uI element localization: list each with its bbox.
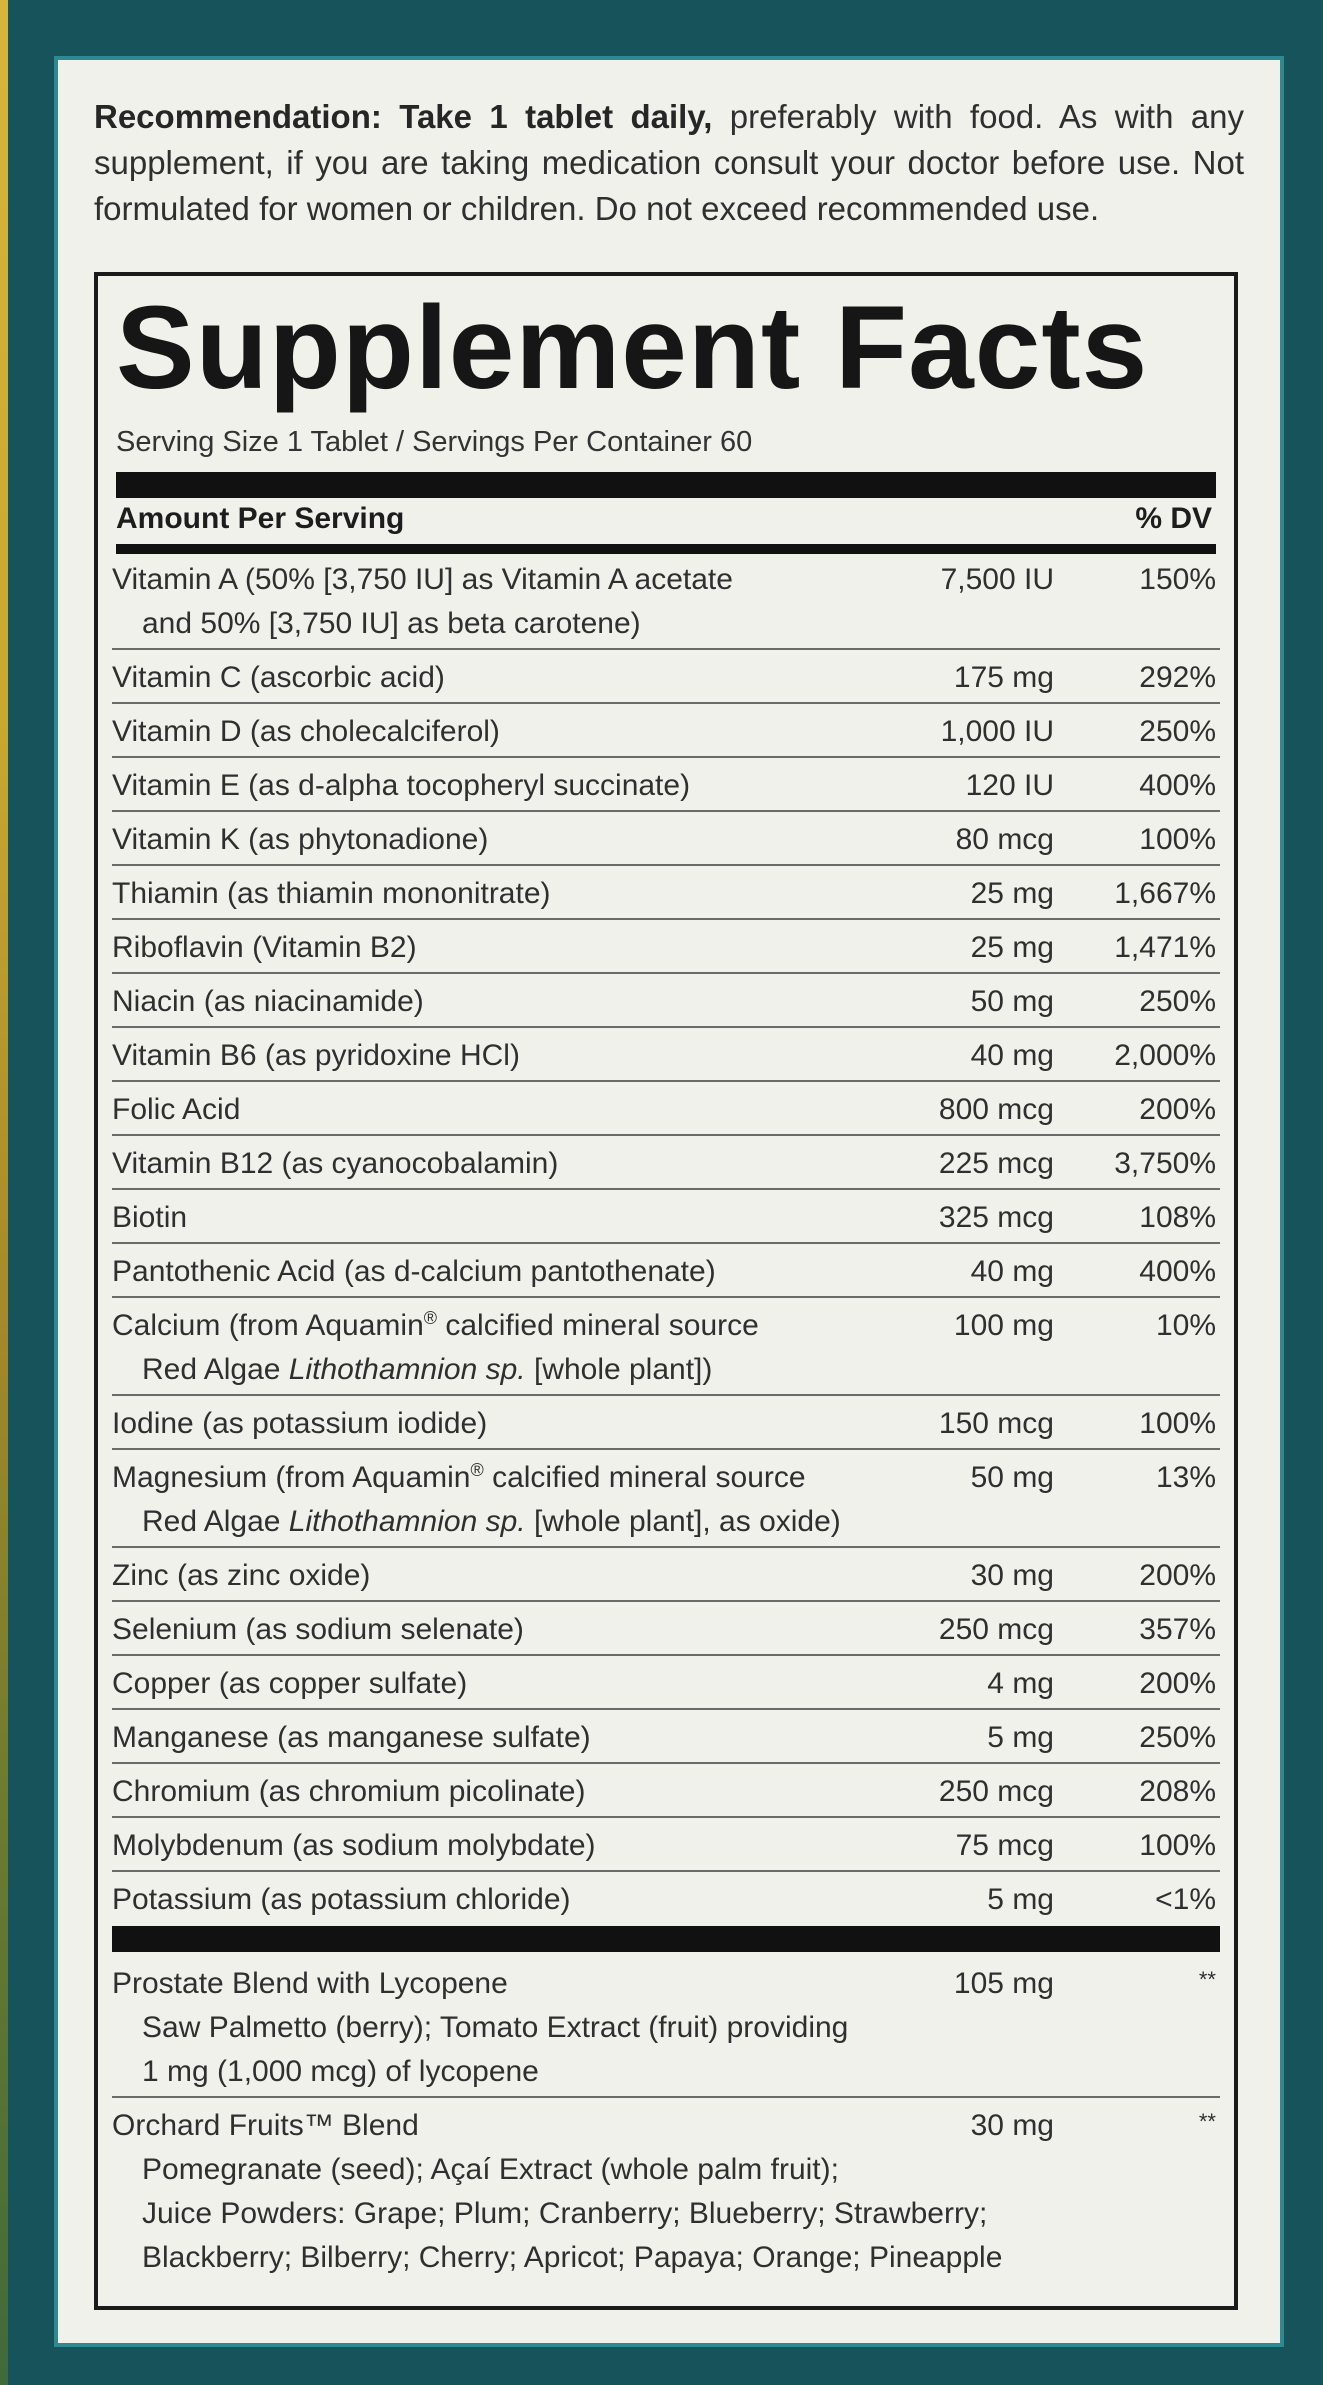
nutrient-name: Chromium (as chromium picolinate) xyxy=(112,1775,586,1808)
nutrient-name: Niacin (as niacinamide) xyxy=(112,985,424,1018)
nutrient-amount: 50 mg xyxy=(970,985,1054,1018)
nutrient-rows xyxy=(112,552,1220,2288)
blend-detail: Saw Palmetto (berry); Tomato Extract (fruit) providing xyxy=(142,2011,849,2044)
blend-detail: 1 mg (1,000 mcg) of lycopene xyxy=(142,2055,539,2088)
thick-divider xyxy=(112,1926,1220,1952)
nutrient-name: Zinc (as zinc oxide) xyxy=(112,1559,371,1592)
nutrient-name: Magnesium (from Aquamin® calcified mineral source xyxy=(112,1460,806,1494)
table-row xyxy=(112,1298,1220,1396)
table-row xyxy=(112,1450,1220,1548)
table-row xyxy=(112,1136,1220,1190)
table-row xyxy=(112,1028,1220,1082)
nutrient-dv: 357% xyxy=(1139,1613,1216,1646)
nutrient-dv: 1,667% xyxy=(1114,877,1216,910)
table-row xyxy=(112,1602,1220,1656)
table-row xyxy=(112,1548,1220,1602)
nutrient-dv: 292% xyxy=(1139,661,1216,694)
nutrient-dv: 400% xyxy=(1139,1255,1216,1288)
nutrient-amount: 80 mcg xyxy=(955,823,1054,856)
nutrient-name: Iodine (as potassium iodide) xyxy=(112,1407,488,1440)
left-edge-strip xyxy=(0,0,8,2385)
nutrient-amount: 7,500 IU xyxy=(940,563,1054,596)
nutrient-amount: 40 mg xyxy=(970,1039,1054,1072)
nutrient-amount: 150 mcg xyxy=(938,1407,1054,1440)
registered-mark: ® xyxy=(423,1308,438,1328)
nutrient-detail: Red Algae Lithothamnion sp. [whole plant]) xyxy=(142,1353,713,1386)
recommendation-text xyxy=(94,94,1244,232)
nutrient-detail: and 50% [3,750 IU] as beta carotene) xyxy=(142,607,641,640)
label-panel xyxy=(58,60,1280,2343)
nutrient-name: Biotin xyxy=(112,1201,188,1234)
table-row xyxy=(112,1396,1220,1450)
nutrient-amount: 120 IU xyxy=(965,769,1054,802)
nutrient-amount: 225 mcg xyxy=(938,1147,1054,1180)
table-row xyxy=(112,704,1220,758)
nutrient-amount: 40 mg xyxy=(970,1255,1054,1288)
table-row xyxy=(112,812,1220,866)
table-row xyxy=(112,1764,1220,1818)
nutrient-dv: 1,471% xyxy=(1114,931,1216,964)
table-row xyxy=(112,1656,1220,1710)
nutrient-dv: 208% xyxy=(1139,1775,1216,1808)
table-row xyxy=(112,650,1220,704)
nutrient-amount: 5 mg xyxy=(987,1721,1054,1754)
nutrient-amount: 25 mg xyxy=(970,877,1054,910)
nutrient-name: Potassium (as potassium chloride) xyxy=(112,1883,571,1916)
blend-dv: ** xyxy=(1198,1967,1216,1992)
nutrient-dv: 2,000% xyxy=(1114,1039,1216,1072)
nutrient-name: Copper (as copper sulfate) xyxy=(112,1667,468,1700)
nutrient-dv: 100% xyxy=(1139,1407,1216,1440)
nutrient-name: Vitamin B12 (as cyanocobalamin) xyxy=(112,1147,559,1180)
nutrient-dv: 13% xyxy=(1155,1461,1216,1494)
table-row xyxy=(112,920,1220,974)
amount-header-row xyxy=(116,502,1216,536)
thick-divider xyxy=(116,472,1216,498)
nutrient-amount: 30 mg xyxy=(970,1559,1054,1592)
table-row xyxy=(112,552,1220,650)
nutrient-name: Pantothenic Acid (as d-calcium pantothenate) xyxy=(112,1255,716,1288)
amount-header: Amount Per Serving xyxy=(116,502,405,535)
blend-amount: 105 mg xyxy=(953,1967,1054,2000)
nutrient-amount: 100 mg xyxy=(953,1309,1054,1342)
table-row xyxy=(112,1710,1220,1764)
blend-row xyxy=(112,1956,1220,2098)
table-row xyxy=(112,1244,1220,1298)
nutrient-dv: 400% xyxy=(1139,769,1216,802)
supplement-facts-box xyxy=(94,272,1238,2310)
nutrient-name: Vitamin C (ascorbic acid) xyxy=(112,661,445,694)
nutrient-amount: 50 mg xyxy=(970,1461,1054,1494)
table-row xyxy=(112,1872,1220,1926)
nutrient-name: Vitamin K (as phytonadione) xyxy=(112,823,489,856)
nutrient-dv: 250% xyxy=(1139,985,1216,1018)
nutrient-name: Riboflavin (Vitamin B2) xyxy=(112,931,417,964)
blend-dv: ** xyxy=(1198,2109,1216,2134)
table-row xyxy=(112,866,1220,920)
nutrient-name: Vitamin E (as d-alpha tocopheryl succinate) xyxy=(112,769,691,802)
nutrient-amount: 1,000 IU xyxy=(940,715,1054,748)
blend-detail: Pomegranate (seed); Açaí Extract (whole palm fruit); xyxy=(142,2153,839,2186)
table-row xyxy=(112,758,1220,812)
nutrient-dv: 250% xyxy=(1139,715,1216,748)
nutrient-dv: 150% xyxy=(1139,563,1216,596)
nutrient-dv: 250% xyxy=(1139,1721,1216,1754)
nutrient-name: Vitamin D (as cholecalciferol) xyxy=(112,715,500,748)
table-row xyxy=(112,1190,1220,1244)
nutrient-amount: 5 mg xyxy=(987,1883,1054,1916)
blend-amount: 30 mg xyxy=(970,2109,1054,2142)
nutrient-dv: 3,750% xyxy=(1114,1147,1216,1180)
nutrient-amount: 800 mcg xyxy=(938,1093,1054,1126)
nutrient-dv: 100% xyxy=(1139,823,1216,856)
nutrient-dv: 200% xyxy=(1139,1667,1216,1700)
nutrient-name: Folic Acid xyxy=(112,1093,241,1126)
serving-info: Serving Size 1 Tablet / Servings Per Container 60 xyxy=(116,426,753,458)
nutrient-name: Vitamin B6 (as pyridoxine HCl) xyxy=(112,1039,520,1072)
recommendation-body: preferably with food. As with any supplement, if you are taking medication consult your doctor before use. Not formulated for women or children. Do not exceed recommended use. xyxy=(94,98,1244,227)
blend-name: Prostate Blend with Lycopene xyxy=(112,1967,508,2000)
nutrient-amount: 250 mcg xyxy=(938,1775,1054,1808)
facts-title: Supplement Facts xyxy=(116,282,1149,414)
table-row xyxy=(112,1082,1220,1136)
nutrient-name: Calcium (from Aquamin® calcified mineral source xyxy=(112,1308,759,1342)
nutrient-dv: 200% xyxy=(1139,1093,1216,1126)
nutrient-dv: 108% xyxy=(1139,1201,1216,1234)
nutrient-name: Molybdenum (as sodium molybdate) xyxy=(112,1829,596,1862)
blend-row xyxy=(112,2098,1220,2288)
nutrient-amount: 325 mcg xyxy=(938,1201,1054,1234)
nutrient-dv: 200% xyxy=(1139,1559,1216,1592)
table-row xyxy=(112,974,1220,1028)
blend-detail: Blackberry; Bilberry; Cherry; Apricot; Papaya; Orange; Pineapple xyxy=(142,2241,1003,2274)
nutrient-amount: 175 mg xyxy=(953,661,1054,694)
nutrient-amount: 25 mg xyxy=(970,931,1054,964)
nutrient-dv: 10% xyxy=(1155,1309,1216,1342)
nutrient-dv: 100% xyxy=(1139,1829,1216,1862)
blend-detail: Juice Powders: Grape; Plum; Cranberry; Blueberry; Strawberry; xyxy=(142,2197,988,2230)
dv-header: % DV xyxy=(1135,502,1212,535)
registered-mark: ® xyxy=(470,1460,484,1480)
nutrient-dv: <1% xyxy=(1155,1883,1216,1916)
nutrient-name: Selenium (as sodium selenate) xyxy=(112,1613,524,1646)
nutrient-amount: 4 mg xyxy=(987,1667,1054,1700)
table-row xyxy=(112,1818,1220,1872)
nutrient-name: Vitamin A (50% [3,750 IU] as Vitamin A acetate xyxy=(112,563,733,596)
nutrient-name: Manganese (as manganese sulfate) xyxy=(112,1721,591,1754)
nutrient-amount: 75 mcg xyxy=(955,1829,1054,1862)
nutrient-amount: 250 mcg xyxy=(938,1613,1054,1646)
nutrient-name: Thiamin (as thiamin mononitrate) xyxy=(112,877,551,910)
recommendation-lead: Recommendation: Take 1 tablet daily, xyxy=(94,98,713,135)
blend-name: Orchard Fruits™ Blend xyxy=(112,2109,419,2142)
nutrient-detail: Red Algae Lithothamnion sp. [whole plant], as oxide) xyxy=(142,1505,841,1538)
